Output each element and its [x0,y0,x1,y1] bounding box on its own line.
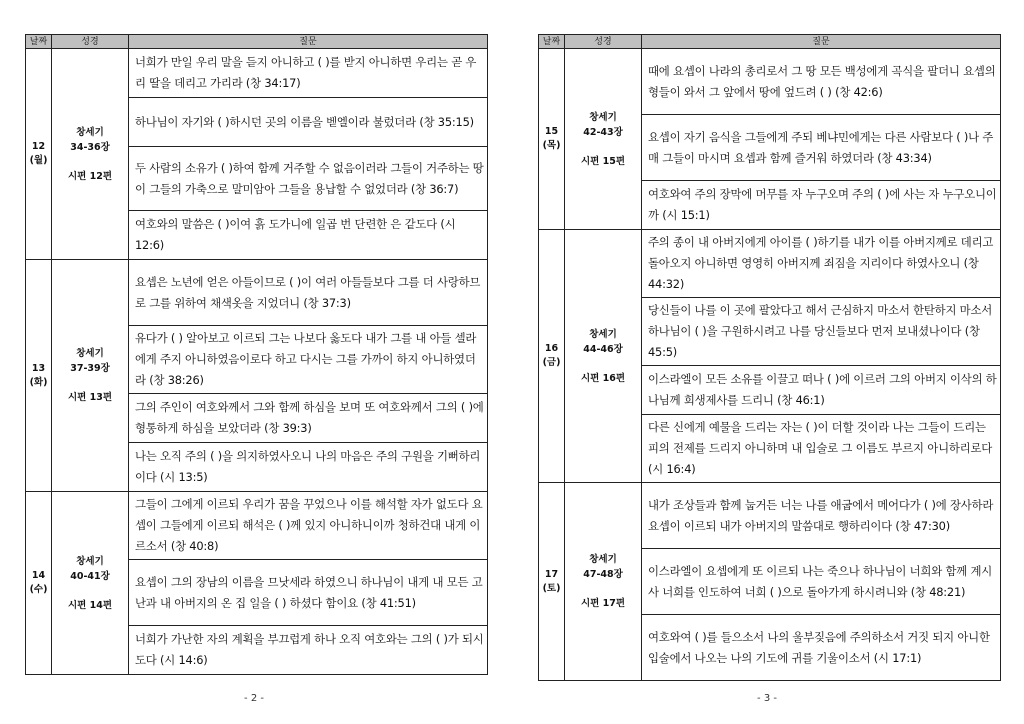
day-cell [26,260,52,492]
day-weekday: (화) [29,376,48,388]
question-cell: 하나님이 자기와 ( )하시던 곳의 이름을 벧엘이라 불렀더라 (창 35:15) [129,98,488,147]
question-cell: 너희가 만일 우리 말을 듣지 아니하고 ( )를 받지 아니하면 우리는 곧 우리 딸을 데리고 가리라 (창 34:17) [129,49,488,98]
reading-chapters: 40-41장 [70,570,110,582]
reading-cell [565,49,642,230]
left-page [25,34,488,675]
day-date: 13 [31,362,46,374]
question-cell: 주의 종이 내 아버지에게 아이를 ( )하기를 내가 이를 아버지께로 데리고 돌아오지 아니하면 영영히 아버지께 죄짐을 지리이다 하였사오니 (창 44:32) [642,230,1001,298]
question-cell: 이스라엘이 요셉에게 또 이르되 나는 죽으나 하나님이 너희와 함께 계시사 너희를 인도하여 너희 ( )으로 돌아가게 하시려니와 (창 48:21) [642,549,1001,615]
question-cell: 그들이 그에게 이르되 우리가 꿈을 꾸었으나 이를 해석할 자가 없도다 요셉이 그들에게 이르되 해석은 ( )께 있지 아니하니이까 청하건대 내게 이르소서 (창 40:8) [129,492,488,560]
reading-book: 창세기 [76,555,104,567]
table-row [539,230,1001,298]
reading-cell [52,260,129,492]
question-cell: 요셉은 노년에 얻은 아들이므로 ( )이 여러 아들들보다 그를 더 사랑하므로 그를 위하여 채색옷을 지었더니 (창 37:3) [129,260,488,326]
day-cell [26,492,52,675]
quiz-table-left [25,34,488,675]
table-row [26,260,488,326]
question-cell: 때에 요셉이 나라의 총리로서 그 땅 모든 백성에게 곡식을 팔더니 요셉의 형들이 와서 그 앞에서 땅에 엎드려 ( ) (창 42:6) [642,49,1001,115]
table-row [539,483,1001,549]
header-book: 성경 [52,35,129,49]
reading-psalm: 시편 13편 [67,392,113,403]
day-weekday: (월) [29,155,48,166]
question-cell: 그의 주인이 여호와께서 그와 함께 하심을 보며 또 여호와께서 그의 ( )에 형통하게 하심을 보았더라 (창 39:3) [129,394,488,443]
question-cell: 여호와여 주의 장막에 머무를 자 누구오며 주의 ( )에 사는 자 누구오니이까 (시 15:1) [642,181,1001,230]
reading-book: 창세기 [589,328,617,340]
question-cell: 너희가 가난한 자의 계획을 부끄럽게 하나 오직 여호와는 그의 ( )가 되시도다 (시 14:6) [129,626,488,675]
reading-book: 창세기 [76,348,104,359]
reading-book: 창세기 [589,554,617,565]
table-row [26,492,488,560]
question-cell: 당신들이 나를 이 곳에 팔았다고 해서 근심하지 마소서 한탄하지 마소서 하나님이 ( )을 구원하시려고 나를 당신들보다 먼저 보내셨나이다 (창 45:5) [642,298,1001,366]
day-cell [539,230,565,483]
day-date: 12 [31,141,46,152]
reading-cell [52,492,129,675]
day-date: 16 [544,343,559,354]
reading-book: 창세기 [589,111,617,123]
reading-cell [565,230,642,483]
reading-psalm: 시편 15편 [580,155,626,167]
header-book: 성경 [565,35,642,49]
reading-cell [565,483,642,681]
question-cell: 여호와여 ( )를 들으소서 나의 울부짖음에 주의하소서 거짓 되지 아니한 입술에서 나오는 나의 기도에 귀를 기울이소서 (시 17:1) [642,615,1001,681]
question-cell: 요셉이 그의 장남의 이름을 므낫세라 하였으니 하나님이 내게 내 모든 고난과 내 아버지의 온 집 일을 ( ) 하셨다 함이요 (창 41:51) [129,560,488,626]
reading-chapters: 37-39장 [70,363,110,374]
reading-psalm: 시편 17편 [580,598,626,609]
reading-chapters: 42-43장 [583,126,623,138]
day-date: 15 [544,126,559,137]
day-date: 14 [31,570,46,581]
question-cell: 두 사람의 소유가 ( )하여 함께 거주할 수 없음이러라 그들이 거주하는 땅이 그들의 가축으로 말미암아 그들을 용납할 수 없었더라 (창 36:7) [129,147,488,211]
header-day: 날짜 [26,35,52,49]
day-weekday: (토) [542,582,561,594]
day-cell [539,49,565,230]
question-cell: 내가 조상들과 함께 눕거든 너는 나를 애굽에서 메어다가 ( )에 장사하라 요셉이 이르되 내가 아버지의 말씀대로 행하리이다 (창 47:30) [642,483,1001,549]
day-weekday: (금) [542,357,561,368]
table-row [539,49,1001,115]
page-number-right: - 3 - [757,693,777,704]
day-cell [539,483,565,681]
day-cell [26,49,52,260]
question-cell: 나는 오직 주의 ( )을 의지하였사오니 나의 마음은 주의 구원을 기뻐하리이다 (시 13:5) [129,443,488,492]
header-question: 질문 [642,35,1001,49]
table-row [26,49,488,98]
day-date: 17 [544,568,559,580]
header-question: 질문 [129,35,488,49]
reading-psalm: 시편 16편 [580,372,626,384]
question-cell: 유다가 ( ) 알아보고 이르되 그는 나보다 옳도다 내가 그를 내 아들 셀라에게 주지 아니하였음이로다 하고 다시는 그를 가까이 하지 아니하였더라 (창 38:26) [129,326,488,394]
reading-psalm: 시편 14편 [67,599,113,611]
header-row [539,35,1001,49]
reading-chapters: 34-36장 [70,141,110,153]
day-weekday: (수) [29,584,48,595]
question-cell: 여호와의 말씀은 ( )이여 흙 도가니에 일곱 번 단련한 은 같도다 (시 12:6) [129,211,488,260]
reading-chapters: 47-48장 [583,569,623,580]
header-day: 날짜 [539,35,565,49]
right-page [538,34,1001,681]
reading-cell [52,49,129,260]
reading-psalm: 시편 12편 [67,170,113,182]
quiz-table-right [538,34,1001,681]
page-number-left: - 2 - [244,693,264,704]
question-cell: 다른 신에게 예물을 드리는 자는 ( )이 더할 것이라 나는 그들이 드리는 피의 전제를 드리지 아니하며 내 입술로 그 이름도 부르지 아니하리로다 (시 16:4) [642,415,1001,483]
reading-book: 창세기 [76,126,104,138]
question-cell: 요셉이 자기 음식을 그들에게 주되 베냐민에게는 다른 사람보다 ( )나 주매 그들이 마시며 요셉과 함께 즐거워 하였더라 (창 43:34) [642,115,1001,181]
header-row [26,35,488,49]
reading-chapters: 44-46장 [583,343,623,355]
question-cell: 이스라엘이 모든 소유를 이끌고 떠나 ( )에 이르러 그의 아버지 이삭의 하나님께 희생제사를 드리니 (창 46:1) [642,366,1001,415]
day-weekday: (목) [542,140,561,151]
